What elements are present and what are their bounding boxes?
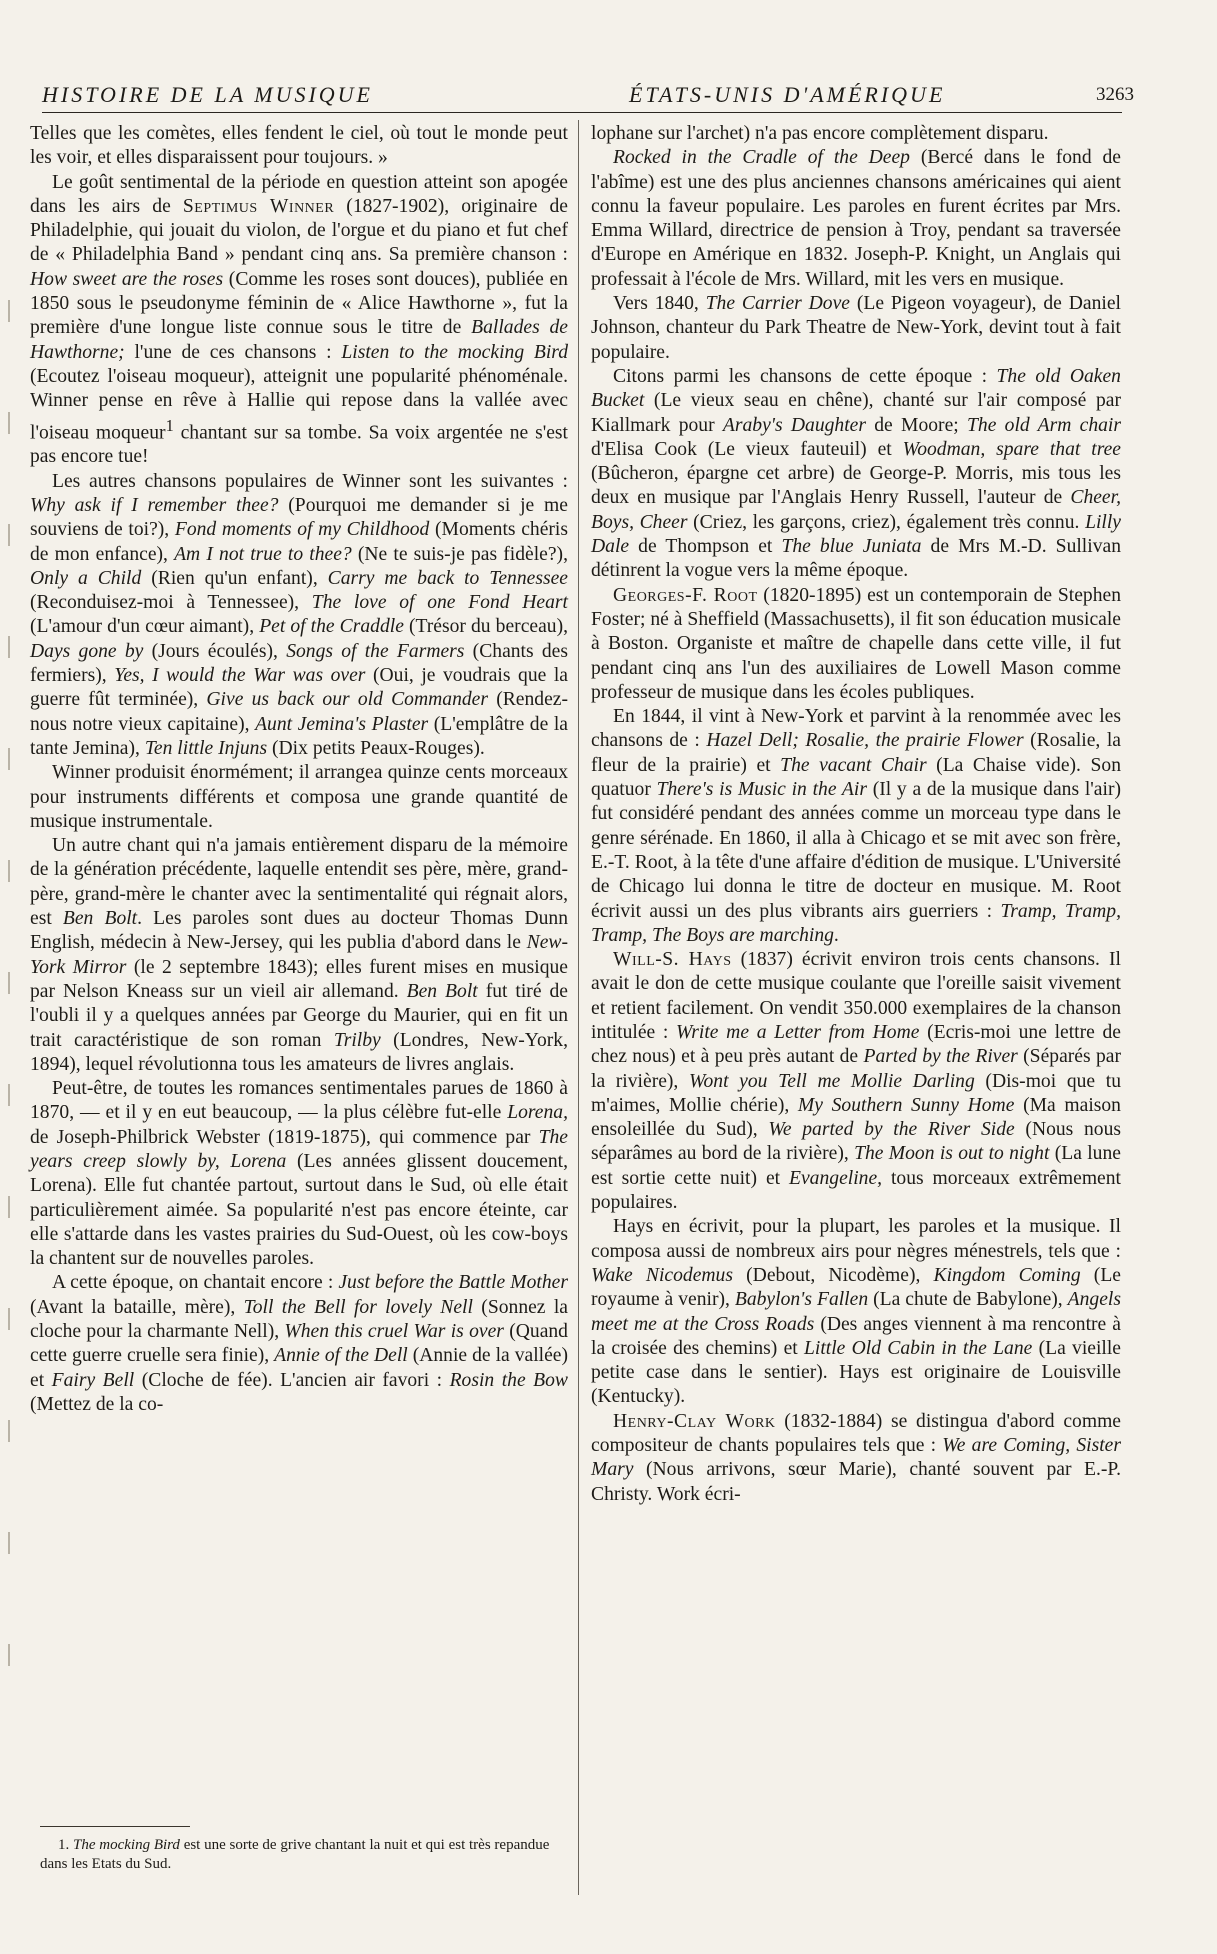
paragraph: lophane sur l'archet) n'a pas encore complètement disparu. xyxy=(591,123,1049,144)
paragraph: En 1844, il vint à New-York et parvint à la renommée avec les chansons de : Hazel Dell; Rosalie, the prairie Flower (Rosalie, la fleur de la prairie) et The vacant Chair (La Chaise vide). Son quatuor There's is Music in the Air (Il y a de la musique dans l'air) fut considéré pendant des années comme un morceau type dans le genre sérénade. En 1860, il alla à Chicago et se mit avec son frère, E.-T. Root, à la tête d'une affaire d'édition de musique. L'Université de Chicago lui donna le titre de docteur en musique. M. Root écrivit aussi un des plus vibrants airs guerriers : Tramp, Tramp, Tramp, The Boys are marching. xyxy=(591,706,1121,946)
paragraph: Les autres chansons populaires de Winner sont les suivantes : Why ask if I remember thee? (Pourquoi me demander si je me souviens de toi?), Fond moments of my Childhood (Moments chéris de mon enfance), Am I not true to thee? (Ne te suis-je pas fidèle?), Only a Child (Rien qu'un enfant), Carry me back to Tennessee (Reconduisez-moi à Tennessee), The love of one Fond Heart (L'amour d'un cœur aimant), Pet of the Craddle (Trésor du berceau), Days gone by (Jours écoulés), Songs of the Farmers (Chants des fermiers), Yes, I would the War was over (Oui, je voudrais que la guerre fût terminée), Give us back our old Commander (Rendez-nous notre vieux capitaine), Aunt Jemina's Plaster (L'emplâtre de la tante Jemina), Ten little Injuns (Dix petits Peaux-Rouges). xyxy=(30,470,569,759)
paragraph: Hays en écrivit, pour la plupart, les paroles et la musique. Il composa aussi de nombreux airs pour nègres ménestrels, tels que : Wake Nicodemus (Debout, Nicodème), Kingdom Coming (Le royaume à venir), Babylon's Fallen (La chute de Babylone), Angels meet me at the Cross Roads (Des anges viennent à ma rencontre à la croisée des chemins) et Little Old Cabin in the Lane (La vieille petite case dans le sentier). Hays est originaire de Louisville (Kentucky). xyxy=(591,1216,1121,1408)
paragraph: Le goût sentimental de la période en question atteint son apogée dans les airs de Septimus Winner (1827-1902), originaire de Philadelphie, qui jouait du violon, de l'orgue et du piano et fut chef de « Philadelphia Band » pendant cinq ans. Sa première chanson : How sweet are the roses (Comme les roses sont douces), publiée en 1850 sous le pseudonyme féminin de « Alice Hawthorne », fut la première d'une longue liste connue sous le titre de Ballades de Hawthorne; l'une de ces chansons : Listen to the mocking Bird (Ecoutez l'oiseau moqueur), atteignit une popularité phénoménale. Winner pense en rêve à Hallie qui repose dans la vallée avec l'oiseau moqueur$^1$ chantant sur sa tombe. Sa voix argentée ne s'est pas encore tue! xyxy=(30,171,568,468)
footnote-rule xyxy=(40,1826,190,1827)
paragraph: Will-S. Hays (1837) écrivit environ trois cents chansons. Il avait le don de cette musique coulante que l'oreille saisit vivement et retient facilement. On vendit 350.000 exemplaires de la chanson intitulée : Write me a Letter from Home (Ecris-moi une lettre de chez nous) et à peu près autant de Parted by the River (Séparés par la rivière), Wont you Tell me Mollie Darling (Dis-moi que tu m'aimes, Mollie chérie), My Southern Sunny Home (Ma maison ensoleillée du Sud), We parted by the River Side (Nous nous séparâmes au bord de la rivière), The Moon is out to night (La lune est sortie cette nuit) et Evangeline, tous morceaux extrêmement populaires. xyxy=(591,949,1122,1214)
footnote-text: est une sorte de grive chantant la nuit et qui est très repandue dans les Etats du Sud. xyxy=(40,1837,550,1872)
paragraph: A cette époque, on chantait encore : Just before the Battle Mother (Avant la bataille, mère), Toll the Bell for lovely Nell (Sonnez la cloche pour la charmante Nell), When this cruel War is over (Quand cette guerre cruelle sera finie), Annie of the Dell (Annie de la vallée) et Fairy Bell (Cloche de fée). L'ancien air favori : Rosin the Bow (Mettez de la co- xyxy=(30,1272,568,1415)
column-divider xyxy=(578,120,579,1895)
paragraph: Henry-Clay Work (1832-1884) se distingua d'abord comme compositeur de chants populaires tels que : We are Coming, Sister Mary (Nous arrivons, sœur Marie), chanté souvent par E.-P. Christy. Work écri- xyxy=(591,1410,1122,1505)
paragraph: Georges-F. Root (1820-1895) est un contemporain de Stephen Foster; né à Sheffield (Massachusetts), il fit son éducation musicale à Boston. Organiste et maître de chapelle dans cette ville, il fut pendant cinq ans l'un des auxiliaires de Lowell Mason comme professeur de musique dans les écoles publiques. xyxy=(591,584,1121,703)
paragraph: Telles que les comètes, elles fendent le ciel, où tout le monde peut les voir, et elles disparaissent pour toujours. » xyxy=(30,123,568,169)
paragraph: Un autre chant qui n'a jamais entièrement disparu de la mémoire de la génération précédente, laquelle entendit ses père, mère, grand-père, grand-mère le chanter avec la sentimentalité qui régnait alors, est Ben Bolt. Les paroles sont dues au docteur Thomas Dunn English, médecin à New-Jersey, qui les publia d'abord dans le New-York Mirror (le 2 septembre 1843); elles furent mises en musique par Nelson Kneass sur un vieil air allemand. Ben Bolt fut tiré de l'oubli il y a quelques années par George du Maurier, qui en fit un trait caractéristique de son roman Trilby (Londres, New-York, 1894), lequel révolutionna tous les amateurs de livres anglais. xyxy=(30,835,569,1075)
page-number: 3263 xyxy=(1096,84,1134,105)
paragraph: Peut-être, de toutes les romances sentimentales parues de 1860 à 1870, — et il y en eut beaucoup, — la plus célèbre fut-elle Lorena, de Joseph-Philbrick Webster (1819-1875), qui commence par The years creep slowly by, Lorena (Les années glissent doucement, Lorena). Elle fut chantée partout, surtout dans le Sud, où elle était particulièrement aimée. Sa popularité n'est pas encore éteinte, car elle s'attarde dans les vastes prairies du Sud-Ouest, où les cow-boys la chantent sur de nouvelles paroles. xyxy=(30,1078,569,1270)
page-edge-marks xyxy=(8,300,12,1800)
header-left-title: HISTOIRE DE LA MUSIQUE xyxy=(42,82,373,107)
paragraph: Rocked in the Cradle of the Deep (Bercé dans le fond de l'abîme) est une des plus anciennes chansons américaines qui aient connu la faveur populaire. Les paroles en furent écrites par Mrs. Emma Willard, directrice de pension à Troy, pendant sa traversée d'Europe en Amérique en 1832. Joseph-P. Knight, un Anglais qui professait à l'école de Mrs. Willard, mit les vers en musique. xyxy=(591,147,1121,290)
footnote xyxy=(40,1836,570,1874)
paragraph: Winner produisit énormément; il arrangea quinze cents morceaux pour instruments différents et composa une grande quantité de musique instrumentale. xyxy=(30,762,568,832)
paragraph: Citons parmi les chansons de cette époque : The old Oaken Bucket (Le vieux seau en chêne), chanté sur l'air composé par Kiallmark pour Araby's Daughter de Moore; The old Arm chair d'Elisa Cook (Le vieux fauteuil) et Woodman, spare that tree (Bûcheron, épargne cet arbre) de George-P. Morris, mis tous les deux en musique par l'Anglais Henry Russell, l'auteur de Cheer, Boys, Cheer (Criez, les garçons, criez), également très connu. Lilly Dale de Thompson et The blue Juniata de Mrs M.-D. Sullivan détinrent la vogue vers la même époque. xyxy=(591,365,1122,582)
right-column xyxy=(591,122,1121,1507)
left-column xyxy=(30,122,568,1417)
paragraph: Vers 1840, The Carrier Dove (Le Pigeon voyageur), de Daniel Johnson, chanteur du Park Theatre de New-York, devint tout à fait populaire. xyxy=(591,293,1121,363)
running-header xyxy=(42,72,1134,113)
header-right-title: ÉTATS-UNIS D'AMÉRIQUE xyxy=(629,82,946,107)
footnote-title: The mocking Bird xyxy=(73,1837,180,1853)
footnote-number: 1. xyxy=(58,1837,70,1853)
footnote-ref: 1 xyxy=(165,415,174,435)
